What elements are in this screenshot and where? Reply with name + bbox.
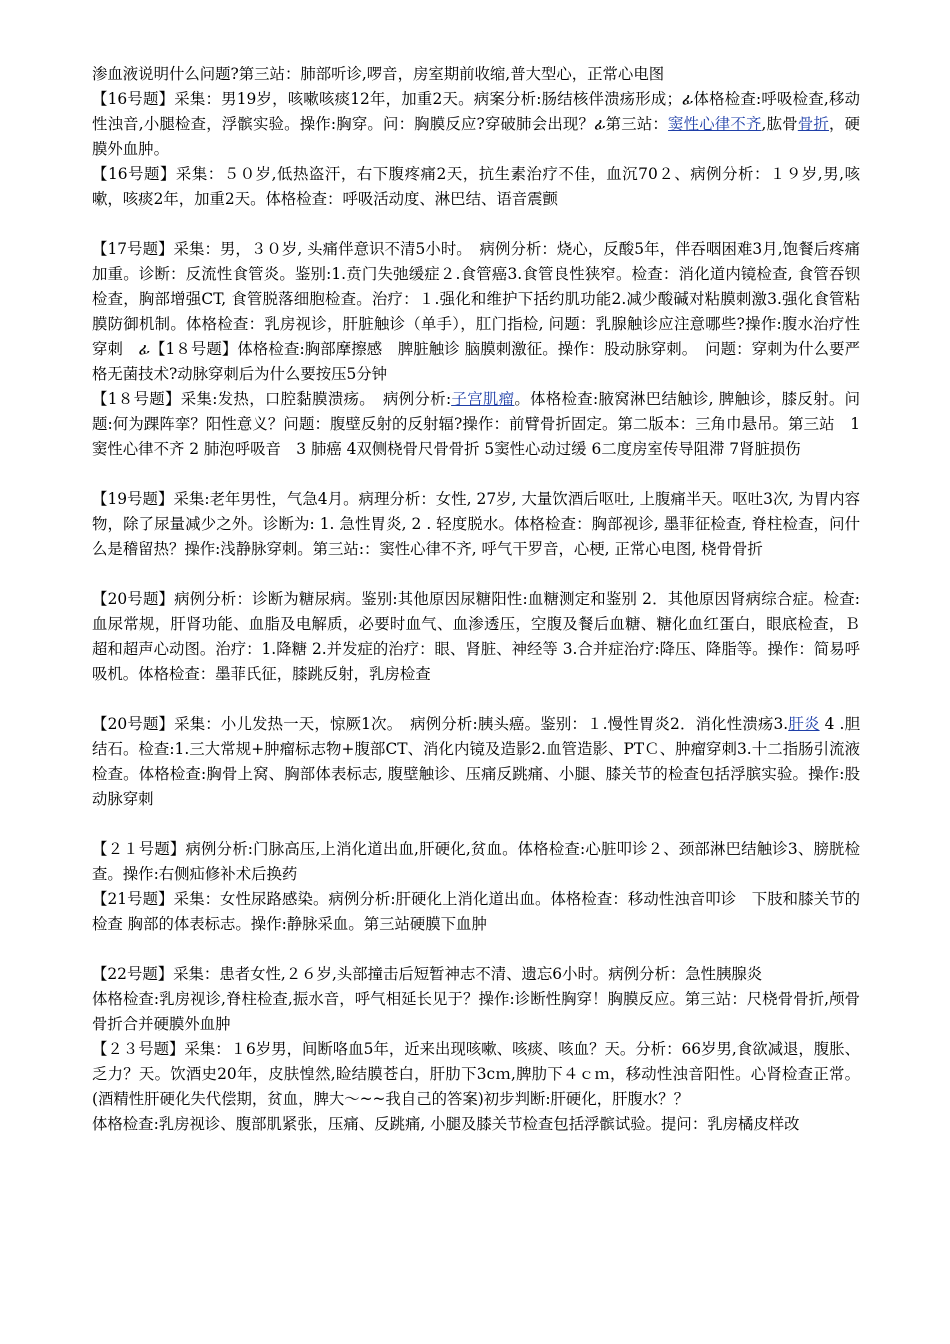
paragraph [92, 712, 860, 812]
text-run: 【16号题】采集：男19岁，咳嗽咳痰12年，加重2天。病案分析:肠结核伴溃疡形成；ፊ体格检查:呼吸检查,移动性浊音,小腿检查，浮髌实验。操作:胸穿。问：胸膜反应?穿破肺会出现？ፊ第三站： [92, 90, 860, 133]
paragraph-spacer [92, 562, 860, 587]
text-run: 【20号题】病例分析：诊断为糖尿病。鉴别:其他原因尿糖阳性:血糖测定和鉴别 2．其他原因肾病综合症。检查:血尿常规，肝肾功能、血脂及电解质，必要时血气、血渗透压，空腹及餐后血糖、糖化血红蛋白，眼底检查，Ｂ超和超声心动图。治疗：1.降糖 2.并发症的治疗：眼、肾脏、神经等 3.合并症治疗:降压、降脂等。操作：简易呼吸机。体格检查：墨菲氏征，膝跳反射，乳房检查 [92, 590, 860, 683]
text-run: 【17号题】采集：男，３０岁, 头痛伴意识不清5小时。 病例分析：烧心，反酸5年，伴吞咽困难3月,饱餐后疼痛加重。诊断：反流性食管炎。鉴别:1.贲门失弛缓症２.食管癌3.食管良性狭窄。检查：消化道内镜检查, 食管吞钡检查，胸部增强CT, 食管脱落细胞检查。治疗：１.强化和维护下括约肌功能2.减少酸碱对粘膜刺激3.强化食管粘膜防御机制。体格检查：乳房视诊，肝脏触诊（单手），肛门指检, 问题：乳腺触诊应注意哪些?操作:腹水治疗性穿刺 ፊ【1８号题】体格检查:胸部摩擦感 脾脏触诊 脑膜刺激征。操作：股动脉穿刺。 问题：穿刺为什么要严格无菌技术?动脉穿刺后为什么要按压5分钟 [92, 240, 860, 383]
paragraph-spacer [92, 687, 860, 712]
paragraph-spacer [92, 937, 860, 962]
text-run: 【２３号题】采集：１6岁男，间断咯血5年，近来出现咳嗽、咳痰、咳血？天。分析：66岁男,食欲减退，腹胀、乏力？天。饮酒史20年，皮肤惶然,睑结膜苍白，肝肋下3cｍ,脾肋下４ｃｍ，移动性浊音阳性。心肾检查正常。(酒精性肝硬化失代偿期，贫血，脾大～~~我自己的答案)初步判断:肝硬化，肝腹水？？ [92, 1040, 860, 1108]
paragraph [92, 962, 860, 987]
text-run: 【２１号题】病例分析:门脉高压,上消化道出血,肝硬化,贫血。体格检查:心脏叩诊２、颈部淋巴结触诊3、膀胱检查。操作:右侧疝修补术后换药 [92, 840, 860, 883]
paragraph [92, 887, 860, 937]
paragraph [92, 987, 860, 1037]
paragraph [92, 237, 860, 387]
paragraph-spacer [92, 462, 860, 487]
paragraph [92, 837, 860, 887]
text-run: 渗血液说明什么问题?第三站：肺部听诊,啰音，房室期前收缩,普大型心，正常心电图 [92, 65, 665, 83]
text-run: 4 .胆结石。检查:1.三大常规+肿瘤标志物+腹部CT、消化内镜及造影2.血管造影、PTＣ、肿瘤穿刺3.十二指肠引流液检查。体格检查:胸骨上窝、胸部体表标志, 腹壁触诊、压痛反跳痛、小腿、膝关节的检查包括浮膑实验。操作:股动脉穿刺 [92, 715, 861, 808]
paragraph [92, 87, 860, 162]
paragraph [92, 1112, 860, 1137]
hyperlink[interactable]: 肝炎 [788, 715, 820, 733]
text-run: 体格检查:乳房视诊、腹部肌紧张，压痛、反跳痛, 小腿及膝关节检查包括浮髌试验。提问：乳房橘皮样改 [92, 1115, 800, 1133]
paragraph [92, 387, 860, 462]
text-run: 。体格检查:腋窝淋巴结触诊, 脾触诊，膝反射。问题:何为踝阵挛？阳性意义？问题：腹壁反射的反射辐?操作：前臂骨折固定。第二版本：三角巾悬吊。第三站 1 窦性心律不齐 2 肺泡呼吸音 3 肺癌 4双侧桡骨尺骨骨折 5窦性心动过缓 6二度房室传导阻滞 7肾脏损伤 [92, 390, 860, 458]
text-run: ，硬膜外血肿。 [92, 115, 860, 158]
text-run: 【16号题】采集：５０岁,低热盗汗，右下腹疼痛2天，抗生素治疗不佳，血沉70２、病例分析：１９岁,男,咳嗽，咳痰2年，加重2天。体格检查：呼吸活动度、淋巴结、语音震颤 [92, 165, 860, 208]
text-run: 【19号题】采集:老年男性，气急4月。病理分析：女性, 27岁, 大量饮酒后呕吐, 上腹痛半天。呕吐3次, 为胃内容物，除了尿量减少之外。诊断为: 1. 急性胃炎, 2 . 轻度脱水。体格检查：胸部视诊, 墨菲征检查, 脊柱检查，问什么是稽留热？操作:浅静脉穿刺。第三站:：窦性心律不齐, 呼气干罗音，心梗, 正常心电图, 桡骨骨折 [92, 490, 860, 558]
paragraph [92, 1037, 860, 1112]
hyperlink[interactable]: 窦性心律不齐 [668, 115, 762, 133]
text-run: ,肱骨 [761, 115, 798, 133]
text-run: 【20号题】采集：小儿发热一天，惊厥1次。 病例分析:胰头癌。鉴别：１.慢性胃炎2．消化性溃疡3. [92, 715, 789, 733]
paragraph [92, 587, 860, 687]
hyperlink[interactable]: 子宫肌瘤 [451, 390, 515, 408]
text-run: 【21号题】采集：女性尿路感染。病例分析:肝硬化上消化道出血。体格检查：移动性浊音叩诊 下肢和膝关节的检查 胸部的体表标志。操作:静脉采血。第三站硬膜下血肿 [92, 890, 860, 933]
text-run: 体格检查:乳房视诊,脊柱检查,振水音，呼气相延长见于？操作:诊断性胸穿！胸膜反应。第三站：尺桡骨骨折,颅骨骨折合并硬膜外血肿 [92, 990, 860, 1033]
text-run: 【1８号题】采集:发热，口腔黏膜溃疡。 病例分析: [92, 390, 452, 408]
paragraph-spacer [92, 812, 860, 837]
hyperlink[interactable]: 骨折 [797, 115, 829, 133]
paragraph-spacer [92, 212, 860, 237]
paragraph [92, 62, 860, 87]
paragraph [92, 162, 860, 212]
document-body [92, 62, 860, 1137]
text-run: 【22号题】采集：患者女性,２６岁,头部撞击后短暂神志不清、遗忘6小时。病例分析：急性胰腺炎 [92, 965, 763, 983]
paragraph [92, 487, 860, 562]
